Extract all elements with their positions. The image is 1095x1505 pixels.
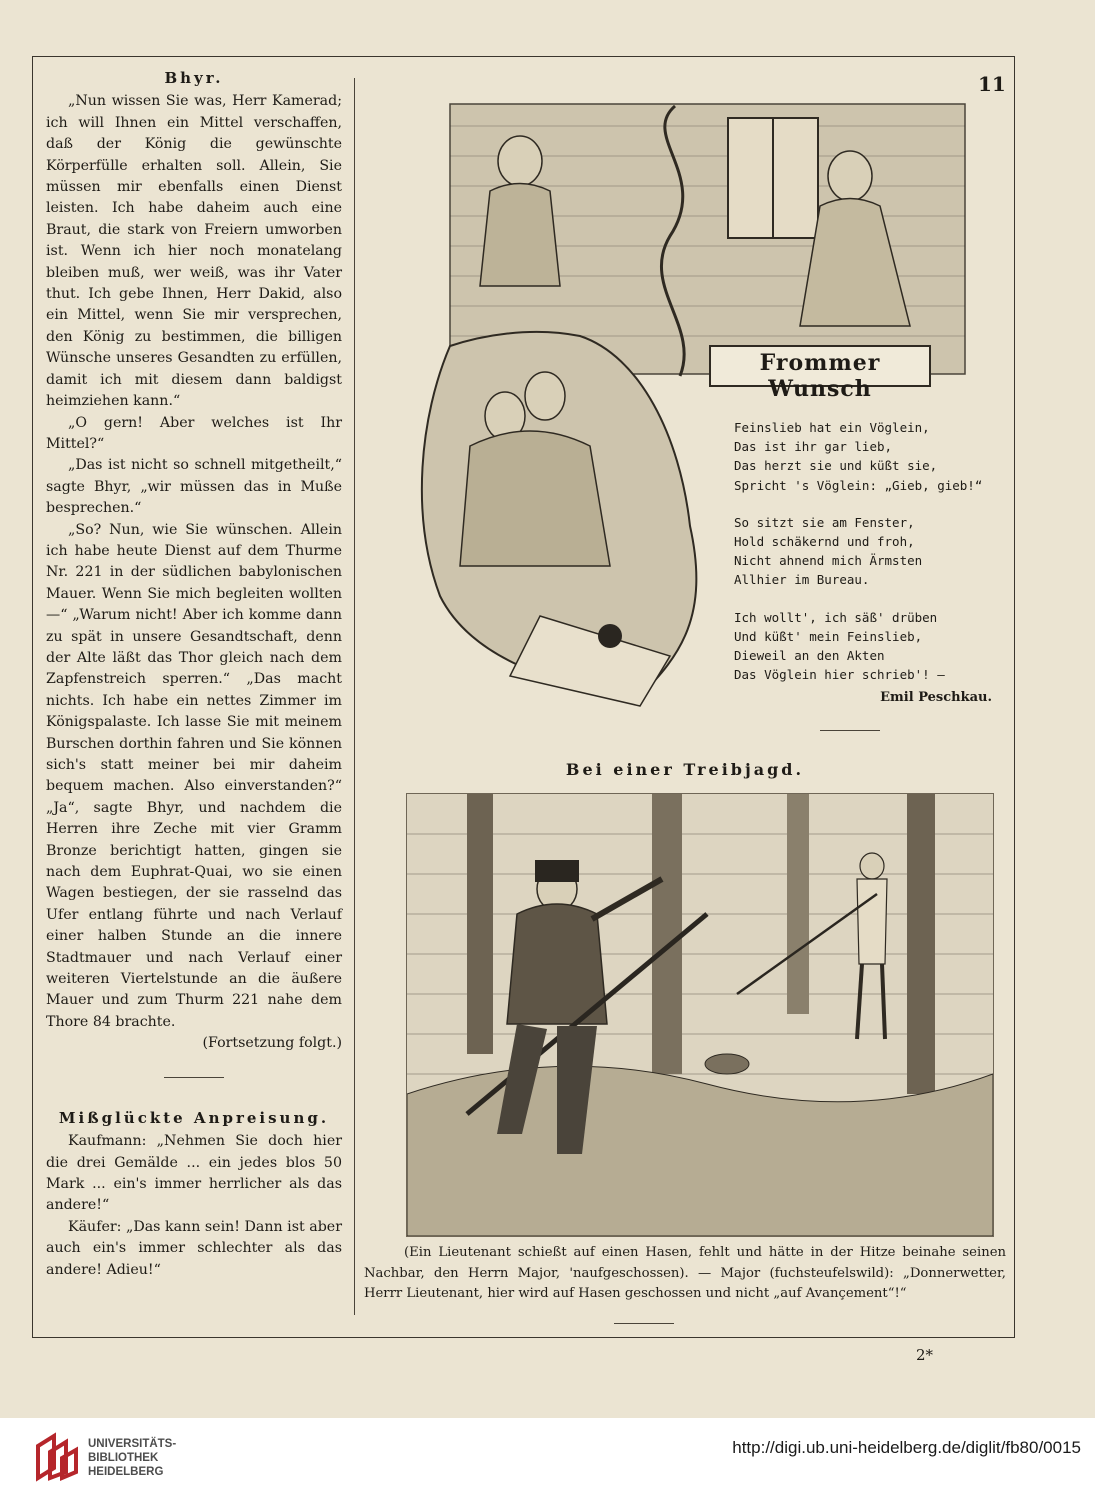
story-paragraph: „Das ist nicht so schnell mitgetheilt,“ sagte Bhyr, „wir müssen das in Muße besprechen.“ <box>46 457 342 517</box>
poem-line: Und küßt' mein Feinslieb, <box>734 628 923 644</box>
library-name-line: HEIDELBERG <box>88 1466 164 1478</box>
hunt-title: Bei einer Treibjagd. <box>565 760 805 779</box>
engraving-drawing <box>407 794 993 1236</box>
section-divider <box>614 1323 674 1324</box>
library-name-line: UNIVERSITÄTS- <box>88 1438 177 1450</box>
poem-line: Allhier im Bureau. <box>734 572 870 588</box>
poem-line: Dieweil an den Akten <box>734 648 885 664</box>
library-name-line: BIBLIOTHEK <box>88 1452 159 1464</box>
anecdote-heading: Mißglückte Anpreisung. <box>58 1108 330 1127</box>
poem-line: Das herzt sie und küßt sie, <box>734 458 938 474</box>
poem-author: Emil Peschkau. <box>880 690 992 706</box>
poem-line: Spricht 's Vöglein: „Gieb, gieb!“ <box>734 477 983 493</box>
poem-line: Nicht ahnend mich Ärmsten <box>734 553 923 569</box>
caption-text: (Ein Lieutenant schießt auf einen Hasen, fehlt und hätte in der Hitze beinahe seinen Nachbar, den Herrn Major, 'naufgeschossen). — Major (fuchsteufelswild): „Donnerwetter, Herrr Lieutenant, hier wird auf Hasen geschossen und nicht „auf Avançement“!“ <box>364 1245 1006 1301</box>
page-number: 11 <box>978 72 1006 96</box>
story-paragraph: „Nun wissen Sie was, Herr Kamerad; ich will Ihnen ein Mittel verschaffen, daß der König die gewünschte Körperfülle erhalten soll. Allein, Sie müssen mir ebenfalls einen Dienst leisten. Ich habe daheim auch eine Braut, die stark von Freiern umworben ist. Wenn ich hier noch monatelang bleiben muß, wer weiß, was ihr Vater thut. Ich gebe Ihnen, Herr Dakid, also ein Mittel, wenn Sie mir versprechen, den König zu bestimmen, die billigen Wünsche unseres Gesandten zu erfüllen, damit ich mit diesem dann baldigst heimziehen kann.“ <box>46 93 342 410</box>
poem-stanza <box>734 513 992 590</box>
library-logo-icon[interactable] <box>34 1432 80 1486</box>
section-divider <box>820 730 880 731</box>
poem-line: Das Vöglein hier schrieb'! — <box>734 667 945 683</box>
poem-stanza <box>734 608 992 685</box>
poem-line: Feinslieb hat ein Vöglein, <box>734 420 930 435</box>
anecdote-line: Käufer: „Das kann sein! Dann ist aber auch ein's immer schlechter als das andere! Adieu!“ <box>46 1218 342 1278</box>
poem <box>734 418 992 731</box>
permalink-url[interactable]: http://digi.ub.uni-heidelberg.de/diglit/fb80/0015 <box>732 1438 1081 1457</box>
illustration-treibjagd <box>406 793 994 1237</box>
story-paragraph: „O gern! Aber welches ist Ihr Mittel?“ <box>46 414 342 452</box>
story-heading: Bhyr. <box>164 69 224 87</box>
poem-line: Das ist ihr gar lieb, <box>734 439 893 455</box>
library-name <box>88 1437 176 1479</box>
poem-line: Ich wollt', ich säß' drüben <box>734 609 938 625</box>
poem-line: Hold schäkernd und froh, <box>734 534 915 550</box>
left-column <box>46 68 342 1281</box>
poem-line: So sitzt sie am Fenster, <box>734 514 915 530</box>
column-rule <box>354 78 355 1315</box>
story-paragraph: „So? Nun, wie Sie wünschen. Allein ich habe heute Dienst auf dem Thurme Nr. 221 in der südlichen babylonischen Mauer. Wenn Sie mich begleiten wollten —“ „Warum nicht! Aber ich komme dann zu spät in unsere Gesandtschaft, denn der Alte läßt das Thor gleich nach dem Zapfenstreich sperren.“ „Das macht nichts. Ich habe ein nettes Zimmer im Königspalaste. Ich lasse Sie mit meinem Burschen dorthin fahren und Sie können sich's statt meiner bei mir daheim bequem machen. Also einverstanden?“ „Ja“, sagte Bhyr, und nachdem die Herren ihre Zeche mit vier Gramm Bronze berichtigt hatten, gingen sie nach dem Euphrat-Quai, wo sie einen Wagen bestiegen, der sie rasselnd das Ufer entlang führte und nach Verlauf einer halben Stunde an die innere Stadtmauer und nach Verlauf einer weiteren Viertelstunde an die äußere Mauer und zum Thurm 221 nahe dem Thore 84 brachte. <box>46 521 342 1030</box>
hunt-caption <box>364 1243 1006 1324</box>
anecdote-line: Kaufmann: „Nehmen Sie doch hier die drei Gemälde ... ein jedes blos 50 Mark ... ein's immer herrlicher als das andere!“ <box>46 1133 342 1214</box>
poem-stanza <box>734 418 992 495</box>
banner-title: Frommer Wunsch <box>759 350 881 402</box>
continuation-note: (Fortsetzung folgt.) <box>202 1035 342 1052</box>
signature-mark: 2* <box>916 1346 934 1364</box>
